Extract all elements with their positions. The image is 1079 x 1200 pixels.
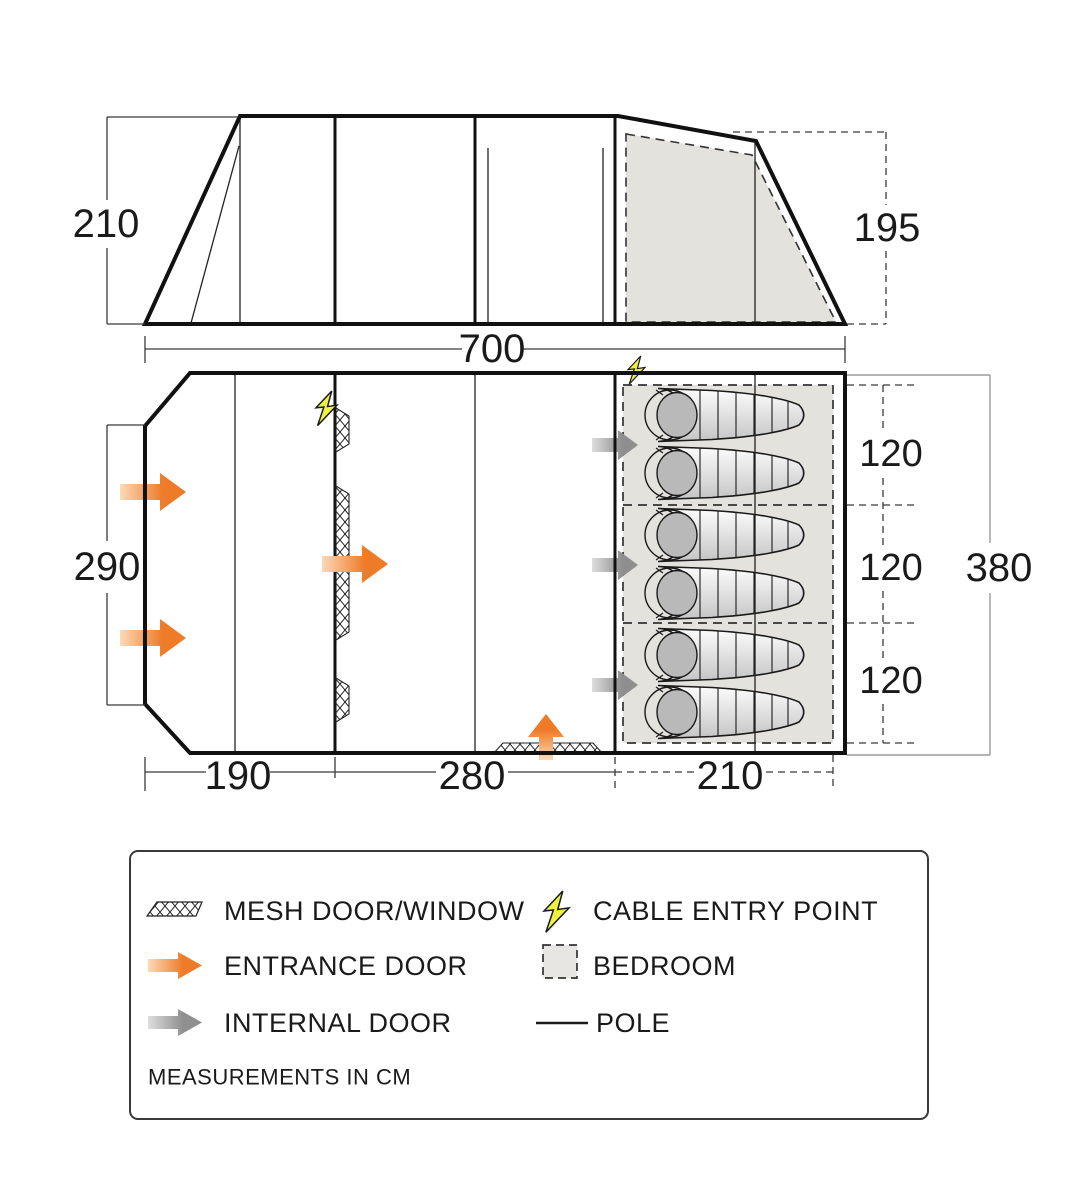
dimension-bedroom-sections (847, 385, 923, 743)
mesh-swatch-icon (147, 902, 202, 916)
legend-label-cable: CABLE ENTRY POINT (593, 896, 879, 926)
elevation-bedroom-area (626, 134, 836, 322)
dimension-label-120: 120 (859, 433, 923, 475)
dimension-height-front (73, 117, 238, 324)
floor-plan-view (74, 356, 1033, 798)
legend-label-bedroom: BEDROOM (593, 951, 737, 981)
mesh-window (336, 408, 349, 452)
entrance-door-arrow (322, 545, 388, 583)
entrance-door-arrow (120, 619, 186, 657)
bedroom-swatch-icon (543, 945, 577, 978)
dimension-label-700: 700 (458, 327, 526, 371)
dimension-bottom-widths (145, 754, 833, 798)
dimension-label-280: 280 (438, 754, 506, 798)
legend-footnote: MEASUREMENTS IN CM (148, 1064, 412, 1090)
dimension-label-120: 120 (859, 547, 923, 589)
legend-label-mesh: MESH DOOR/WINDOW (224, 896, 525, 926)
dimension-total-width (145, 327, 845, 371)
dimension-label-120: 120 (859, 660, 923, 702)
dimension-label-290: 290 (73, 545, 141, 589)
mesh-window (336, 678, 349, 722)
legend (130, 851, 928, 1119)
cable-entry-icon (628, 356, 645, 384)
dimension-label-210: 210 (72, 202, 140, 246)
legend-label-entrance: ENTRANCE DOOR (224, 951, 468, 981)
side-elevation-view (73, 116, 921, 324)
legend-label-pole: POLE (596, 1008, 671, 1038)
dimension-label-195: 195 (853, 206, 921, 250)
dimension-label-380: 380 (965, 546, 1033, 590)
dimension-label-190: 190 (204, 754, 272, 798)
legend-label-internal: INTERNAL DOOR (224, 1008, 452, 1038)
dimension-front-depth (74, 425, 145, 705)
entrance-door-arrow (120, 473, 186, 511)
dimension-label-210-bedroom: 210 (696, 754, 764, 798)
